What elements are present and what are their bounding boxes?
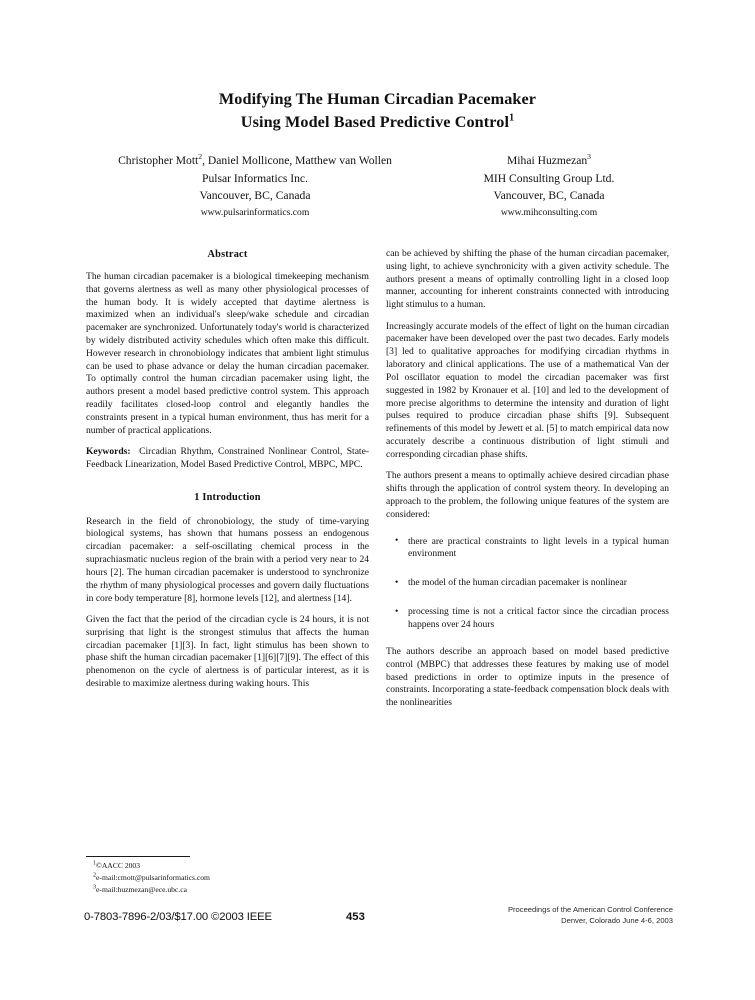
author-names-left <box>90 152 420 170</box>
affiliation-left: Pulsar Informatics Inc. <box>202 171 308 185</box>
right-paragraph-2: Increasingly accurate models of the effect of light on the human circadian pacemaker have been developed over the past two decades. Early models [3] led to qualitative approaches for modifying circadian rhythms in laboratory and clinical applications. The use of a mathematical Van der Pol oscillator equation to model the circadian pacemaker was first suggested in 1982 by Kronauer et al. [10] and led to the development of more precise algorithms to determine the intensity and duration of light pulses required to produce circadian phase shifts [9]. Subsequent refinements of this model by Jewett et al. [5] to match empirical data now accurately describe a continuous distribution of light stimuli and corresponding circadian phase shifts. <box>386 320 669 460</box>
title-line-1: Modifying The Human Circadian Pacemaker <box>218 90 537 108</box>
title-line-2-text: Using Model Based Predictive Control <box>240 113 510 131</box>
title-line-2 <box>86 111 669 134</box>
website-left[interactable]: www.pulsarinformatics.com <box>200 207 310 219</box>
affiliation-right: MIH Consulting Group Ltd. <box>483 171 615 185</box>
keywords-label: Keywords: <box>86 446 131 458</box>
author-group-left <box>90 152 420 221</box>
footnotes-block <box>93 860 378 895</box>
right-paragraph-3: The authors present a means to optimally achieve desired circadian phase shifts through the application of control system theory. In developing an approach to the problem, the following unique features of the system are considered: <box>386 470 669 520</box>
author-footnote-marker-left: 2 <box>198 152 203 162</box>
author-name-primary-right: Mihai Huzmezan <box>507 154 588 167</box>
column-right <box>386 248 669 908</box>
isbn-line: 0-7803-7896-2/03/$17.00 ©2003 IEEE <box>84 911 272 923</box>
conference-info <box>508 905 673 926</box>
right-paragraph-closing: The authors describe an approach based on model based predictive control (MBPC) that addresses these features by making use of model based predictions in order to optimize inputs in the presence of constraints. Incorporating a state-feedback compensation block deals with the nonlinearities <box>386 645 669 709</box>
feature-list <box>386 536 669 632</box>
introduction-heading: 1 Introduction <box>194 491 261 503</box>
author-footnote-marker-right: 3 <box>587 152 591 162</box>
keywords-paragraph <box>86 446 369 472</box>
title-block <box>86 88 669 134</box>
location-right: Vancouver, BC, Canada <box>493 189 605 203</box>
list-item: • processing time is not a critical factor since the circadian process happens over 24 hours <box>408 606 669 632</box>
introduction-paragraph-2: Given the fact that the period of the circadian cycle is 24 hours, it is not surprising that light is the strongest stimulus that affects the human circadian pacemaker [1][3]. In fact, light stimulus has been shown to phase shift the human circadian pacemaker [1][6][7][9]. The effect of this phenomenon on the cycle of alertness is of particular interest, as it is desirable to maximize alertness during waking hours. This <box>86 613 369 690</box>
footnote-3 <box>93 884 378 896</box>
abstract-heading: Abstract <box>207 249 248 260</box>
conference-name: Proceedings of the American Control Conference <box>507 905 673 914</box>
footnote-1 <box>93 860 378 872</box>
footnote-marker-2: 2 <box>93 872 97 879</box>
footnote-text-1: ©AACC 2003 <box>96 861 141 870</box>
footnote-text-2: e-mail:cmott@pulsarinformatics.com <box>96 872 210 882</box>
abstract-body: The human circadian pacemaker is a biological timekeeping mechanism that governs alertness as well as many other physiological processes of the human body. It is widely accepted that daytime alertness is maximized when an individual's sleep/wake schedule and circadian pacemaker are synchronized. Unfortunately today's world is characterized by widely distributed activity schedules which often make this difficult. However research in chronobiology indicates that ambient light stimulus can be used to phase advance or delay the human circadian pacemaker. To optimally control the human circadian pacemaker using light, the authors present a model based predictive control system. This approach readily facilitates closed-loop control and elegantly handles the constraints present in a typical human environment, thus has merit for a number of practical applications. <box>86 270 369 436</box>
list-item: • there are practical constraints to light levels in a typical human environment <box>408 536 669 562</box>
list-item: • the model of the human circadian pacemaker is nonlinear <box>408 577 669 590</box>
author-names-rest-left: , Daniel Mollicone, Matthew van Wollen <box>202 154 392 167</box>
footnote-marker-1: 1 <box>93 860 97 867</box>
website-right[interactable]: www.mihconsulting.com <box>500 207 598 219</box>
keywords-value: Circadian Rhythm, Constrained Nonlinear Control, State-Feedback Linearization, Model Based Predictive Control, MBPC, MPC. <box>86 446 369 470</box>
title-footnote-marker: 1 <box>509 112 515 124</box>
conference-location-date: Denver, Colorado June 4-6, 2003 <box>561 915 673 925</box>
footnote-divider <box>86 856 190 857</box>
footnote-text-3: e-mail:huzmezan@ece.ubc.ca <box>96 884 187 894</box>
author-name-primary-left: Christopher Mott <box>118 154 199 167</box>
author-block <box>86 152 669 221</box>
footnote-marker-3: 3 <box>93 884 97 890</box>
page-title <box>86 88 669 134</box>
author-group-right <box>435 152 663 221</box>
location-left: Vancouver, BC, Canada <box>199 189 311 203</box>
page-number: 453 <box>346 911 365 923</box>
introduction-paragraph-1: Research in the field of chronobiology, the study of time-varying biological systems, has shown that humans possess an endogenous circadian pacemaker: a self-oscillating chemical process in the suprachiasmatic nucleus region of the brain with a period very near to 24 hours [2]. The human circadian pacemaker is understood to synchronize the rhythm of many physiological processes and govern daily fluctuations in core body temperature [8], hormone levels [12], and alertness [14]. <box>86 515 369 604</box>
column-left <box>86 248 369 908</box>
right-paragraph-1: can be achieved by shifting the phase of the human circadian pacemaker, using light, to achieve synchronicity with a given activity schedule. The authors present a means of optimally controlling light in a closed loop manner, accounting for inherent constraints connected with introducing light stimulus to a human. <box>386 248 669 311</box>
author-names-right <box>435 152 663 170</box>
footnote-2 <box>93 872 378 884</box>
